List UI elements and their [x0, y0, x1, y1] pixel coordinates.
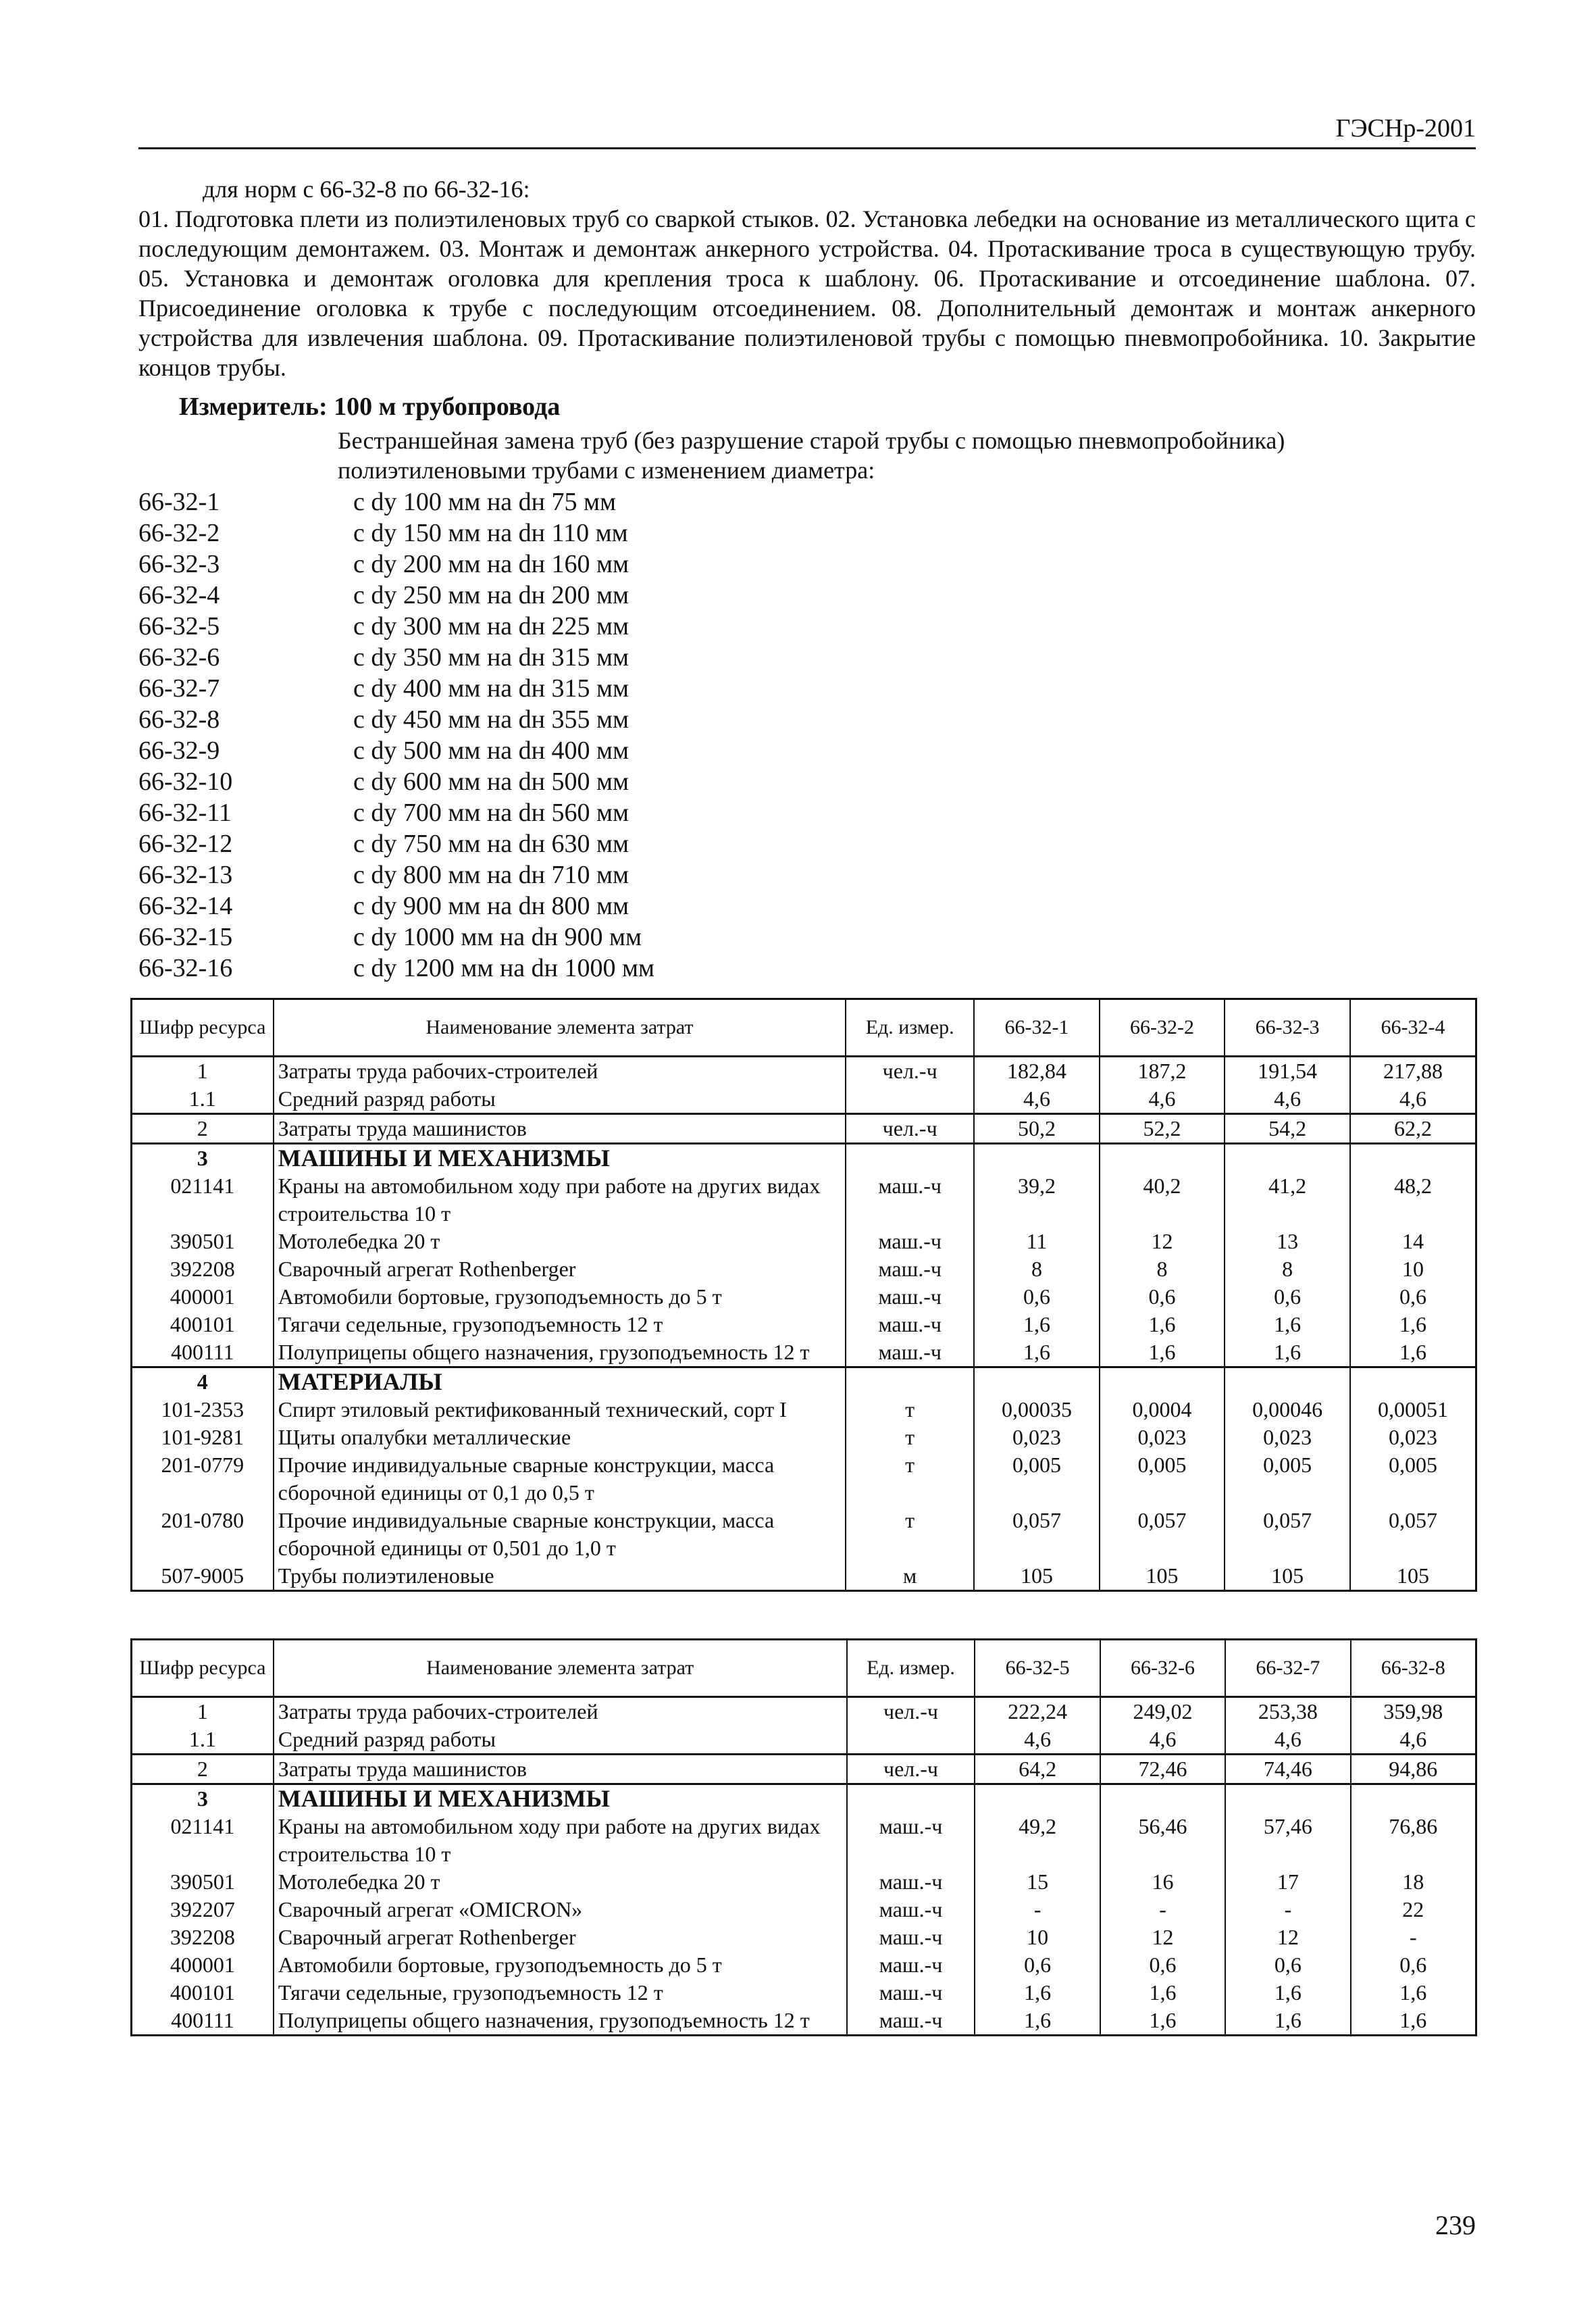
resource-value: 105 — [1100, 1562, 1225, 1591]
norm-code: 66-32-16 — [138, 954, 233, 982]
table-row — [132, 1283, 1476, 1311]
resource-unit: чел.-ч — [846, 1114, 974, 1144]
resource-name: Затраты труда машинистов — [274, 1114, 846, 1144]
resource-value: 41,2 — [1225, 1172, 1350, 1228]
table-row — [132, 1784, 1476, 1813]
resource-value — [1350, 1144, 1476, 1173]
resource-value: 4,6 — [974, 1085, 1100, 1114]
norm-code-item — [138, 673, 654, 704]
norm-description: с dу 400 мм на dн 315 мм — [353, 674, 629, 703]
resource-value: 0,00035 — [974, 1396, 1100, 1424]
resource-unit: т — [846, 1451, 974, 1507]
table-row — [132, 1114, 1476, 1144]
table-row — [132, 1868, 1476, 1896]
norm-code-item — [138, 828, 654, 859]
resource-value: 0,023 — [974, 1424, 1100, 1451]
resource-name: МАШИНЫ И МЕХАНИЗМЫ — [274, 1144, 846, 1173]
table-header-row — [132, 999, 1476, 1057]
resource-value: 74,46 — [1225, 1755, 1350, 1784]
table-row — [132, 1562, 1476, 1591]
resource-value: 0,6 — [1350, 1283, 1476, 1311]
resource-unit — [846, 1367, 974, 1397]
norm-code-item — [138, 953, 654, 984]
norm-description: с dу 700 мм на dн 560 мм — [353, 799, 629, 827]
resource-value: 1,6 — [1225, 1311, 1350, 1338]
resource-name: Полуприцепы общего назначения, грузоподъемность 12 т — [274, 2007, 847, 2036]
resource-value — [1225, 1367, 1350, 1397]
resource-code: 1.1 — [132, 1085, 274, 1114]
norm-code: 66-32-5 — [138, 612, 220, 640]
norm-code: 66-32-13 — [138, 861, 233, 889]
resource-value: 249,02 — [1100, 1697, 1225, 1726]
resource-value — [975, 1784, 1100, 1813]
resource-value: 8 — [1225, 1255, 1350, 1283]
resource-code: 201-0780 — [132, 1507, 274, 1562]
norm-code: 66-32-11 — [138, 799, 232, 827]
resource-unit: маш.-ч — [846, 1255, 974, 1283]
resource-value: 50,2 — [974, 1114, 1100, 1144]
table-row — [132, 1923, 1476, 1951]
resource-code: 400001 — [132, 1951, 274, 1979]
resource-unit — [846, 1144, 974, 1173]
resource-value: 52,2 — [1100, 1114, 1225, 1144]
resource-name: Тягачи седельные, грузоподъемность 12 т — [274, 1979, 847, 2007]
resource-name: Автомобили бортовые, грузоподъемность до 5 т — [274, 1283, 846, 1311]
resource-unit: чел.-ч — [846, 1057, 974, 1086]
page-number: 239 — [1435, 2210, 1476, 2240]
resource-value: 15 — [975, 1868, 1100, 1896]
table-row — [132, 1755, 1476, 1784]
resource-value: 253,38 — [1225, 1697, 1350, 1726]
resource-value: 1,6 — [1351, 1979, 1476, 2007]
resource-unit: т — [846, 1396, 974, 1424]
norm-description: с dу 500 мм на dн 400 мм — [353, 736, 629, 765]
resource-value: 0,6 — [1100, 1283, 1225, 1311]
resource-code: 3 — [132, 1144, 274, 1173]
norm-code: 66-32-1 — [138, 488, 220, 516]
resource-value: 0,005 — [1350, 1451, 1476, 1507]
resource-code: 1.1 — [132, 1726, 274, 1755]
resource-value: 0,005 — [974, 1451, 1100, 1507]
resource-value: 48,2 — [1350, 1172, 1476, 1228]
norm-code: 66-32-7 — [138, 674, 220, 703]
resource-name: МАТЕРИАЛЫ — [274, 1367, 846, 1397]
resource-value: 94,86 — [1351, 1755, 1476, 1784]
norm-code: 66-32-2 — [138, 519, 220, 547]
resource-name: Мотолебедка 20 т — [274, 1228, 846, 1255]
resource-value: - — [975, 1896, 1100, 1923]
resource-unit: маш.-ч — [847, 2007, 975, 2036]
resource-value: 76,86 — [1351, 1813, 1476, 1868]
header-unit: Ед. измер. — [847, 1640, 975, 1697]
norm-code-item — [138, 611, 654, 642]
resource-value: 18 — [1351, 1868, 1476, 1896]
resource-value: 0,023 — [1350, 1424, 1476, 1451]
resource-unit — [846, 1085, 974, 1114]
resource-value: 0,0004 — [1100, 1396, 1225, 1424]
resource-value: 1,6 — [1100, 2007, 1225, 2036]
norm-description: с dу 200 мм на dн 160 мм — [353, 550, 629, 578]
resource-value: 105 — [974, 1562, 1100, 1591]
norm-code-item — [138, 766, 654, 797]
norm-code: 66-32-9 — [138, 736, 220, 765]
section-title: Бестраншейная замена труб (без разрушение старой трубы с помощью пневмопробойника) полиэтиленовыми трубами с изменением диаметра: — [338, 427, 1285, 484]
header-name: Наименование элемента затрат — [274, 999, 846, 1057]
norm-code: 66-32-10 — [138, 768, 233, 796]
resource-code: 390501 — [132, 1868, 274, 1896]
header-col-2: 66-32-6 — [1100, 1640, 1225, 1697]
resource-name: Затраты труда рабочих-строителей — [274, 1057, 846, 1086]
resource-value: 16 — [1100, 1868, 1225, 1896]
table-header-row — [132, 1640, 1476, 1697]
norm-code: 66-32-4 — [138, 581, 220, 609]
resource-value: 39,2 — [974, 1172, 1100, 1228]
resource-value: 0,057 — [1225, 1507, 1350, 1562]
table-row — [132, 1896, 1476, 1923]
resource-unit: маш.-ч — [847, 1923, 975, 1951]
table-row — [132, 1813, 1476, 1868]
resource-unit: маш.-ч — [846, 1172, 974, 1228]
header-col-2: 66-32-2 — [1100, 999, 1225, 1057]
resource-value: 22 — [1351, 1896, 1476, 1923]
table-row — [132, 2007, 1476, 2036]
norm-description: с dу 100 мм на dн 75 мм — [353, 488, 617, 516]
resource-code: 2 — [132, 1114, 274, 1144]
resource-value: 0,023 — [1100, 1424, 1225, 1451]
resource-name: Автомобили бортовые, грузоподъемность до 5 т — [274, 1951, 847, 1979]
resource-value: 1,6 — [1350, 1311, 1476, 1338]
norm-code: 66-32-14 — [138, 892, 233, 920]
table-row — [132, 1311, 1476, 1338]
resource-value: 56,46 — [1100, 1813, 1225, 1868]
resource-table-2 — [130, 1638, 1477, 2036]
intro-lead: для норм с 66-32-8 по 66-32-16: — [203, 176, 530, 203]
header-col-1: 66-32-1 — [974, 999, 1100, 1057]
resource-value: 0,6 — [975, 1951, 1100, 1979]
norm-description: с dу 1200 мм на dн 1000 мм — [353, 954, 655, 982]
norm-description: с dу 600 мм на dн 500 мм — [353, 768, 629, 796]
resource-value: 217,88 — [1350, 1057, 1476, 1086]
norm-code-item — [138, 859, 654, 890]
norm-code: 66-32-15 — [138, 923, 233, 951]
table-row — [132, 1255, 1476, 1283]
resource-name: Сварочный агрегат Rothenberger — [274, 1923, 847, 1951]
resource-code: 400101 — [132, 1311, 274, 1338]
resource-value: 4,6 — [1225, 1726, 1350, 1755]
resource-code: 021141 — [132, 1813, 274, 1868]
resource-code: 1 — [132, 1057, 274, 1086]
resource-unit: маш.-ч — [847, 1979, 975, 2007]
resource-value: 14 — [1350, 1228, 1476, 1255]
table-row — [132, 1144, 1476, 1173]
resource-name: МАШИНЫ И МЕХАНИЗМЫ — [274, 1784, 847, 1813]
table-row — [132, 1979, 1476, 2007]
resource-value: 1,6 — [1100, 1311, 1225, 1338]
resource-value: 40,2 — [1100, 1172, 1225, 1228]
resource-unit: маш.-ч — [846, 1283, 974, 1311]
resource-value: 0,6 — [1100, 1951, 1225, 1979]
resource-value — [974, 1367, 1100, 1397]
resource-value — [1225, 1144, 1350, 1173]
header-col-4: 66-32-8 — [1351, 1640, 1476, 1697]
table-row — [132, 1057, 1476, 1086]
resource-value: 4,6 — [1100, 1726, 1225, 1755]
norm-code-list — [138, 486, 654, 984]
resource-value: 11 — [974, 1228, 1100, 1255]
resource-value: 4,6 — [975, 1726, 1100, 1755]
norm-code-item — [138, 890, 654, 922]
resource-value: - — [1100, 1896, 1225, 1923]
resource-unit: чел.-ч — [847, 1755, 975, 1784]
resource-value — [974, 1144, 1100, 1173]
resource-name: Трубы полиэтиленовые — [274, 1562, 846, 1591]
resource-name: Полуприцепы общего назначения, грузоподъемность 12 т — [274, 1338, 846, 1367]
resource-value: 17 — [1225, 1868, 1350, 1896]
resource-code: 101-2353 — [132, 1396, 274, 1424]
norm-code-item — [138, 704, 654, 735]
resource-value: 0,023 — [1225, 1424, 1350, 1451]
resource-name: Мотолебедка 20 т — [274, 1868, 847, 1896]
resource-value: 12 — [1100, 1228, 1225, 1255]
header-col-4: 66-32-4 — [1350, 999, 1476, 1057]
resource-value: 1,6 — [974, 1338, 1100, 1367]
norm-description: с dу 800 мм на dн 710 мм — [353, 861, 629, 889]
norm-description: с dу 1000 мм на dн 900 мм — [353, 923, 642, 951]
table-row — [132, 1172, 1476, 1228]
resource-name: Сварочный агрегат Rothenberger — [274, 1255, 846, 1283]
resource-code: 400001 — [132, 1283, 274, 1311]
resource-value: 0,00046 — [1225, 1396, 1350, 1424]
resource-name: Щиты опалубки металлические — [274, 1424, 846, 1451]
resource-value — [1225, 1784, 1350, 1813]
resource-name: Затраты труда рабочих-строителей — [274, 1697, 847, 1726]
table-row — [132, 1424, 1476, 1451]
norm-code: 66-32-12 — [138, 830, 233, 858]
resource-value: 1,6 — [1100, 1979, 1225, 2007]
resource-unit: м — [846, 1562, 974, 1591]
resource-name: Тягачи седельные, грузоподъемность 12 т — [274, 1311, 846, 1338]
resource-value: 1,6 — [1225, 2007, 1350, 2036]
table-row — [132, 1726, 1476, 1755]
resource-value: 54,2 — [1225, 1114, 1350, 1144]
table-row — [132, 1951, 1476, 1979]
resource-name: Прочие индивидуальные сварные конструкции, масса сборочной единицы от 0,501 до 1,0 т — [274, 1507, 846, 1562]
resource-value: 105 — [1350, 1562, 1476, 1591]
norm-code-item — [138, 518, 654, 549]
resource-value: 1,6 — [1225, 1979, 1350, 2007]
norm-description: с dу 250 мм на dн 200 мм — [353, 581, 629, 609]
header-unit: Ед. измер. — [846, 999, 974, 1057]
resource-value: 10 — [975, 1923, 1100, 1951]
resource-value: 1,6 — [975, 1979, 1100, 2007]
resource-value — [1100, 1784, 1225, 1813]
resource-value: 182,84 — [974, 1057, 1100, 1086]
resource-code: 4 — [132, 1367, 274, 1397]
header-col-3: 66-32-7 — [1225, 1640, 1350, 1697]
resource-code: 507-9005 — [132, 1562, 274, 1591]
norm-code-item — [138, 642, 654, 673]
resource-value — [1100, 1144, 1225, 1173]
resource-value: 0,6 — [1351, 1951, 1476, 1979]
resource-unit: маш.-ч — [847, 1951, 975, 1979]
resource-name: Прочие индивидуальные сварные конструкции, масса сборочной единицы от 0,1 до 0,5 т — [274, 1451, 846, 1507]
resource-value: 359,98 — [1351, 1697, 1476, 1726]
resource-value: 57,46 — [1225, 1813, 1350, 1868]
norm-code-item — [138, 549, 654, 580]
header-code: Шифр ресурса — [132, 1640, 274, 1697]
resource-value: 8 — [1100, 1255, 1225, 1283]
document-header: ГЭСНр-2001 — [138, 114, 1476, 149]
norm-code: 66-32-3 — [138, 550, 220, 578]
norm-code-item — [138, 922, 654, 953]
resource-value: 1,6 — [1225, 1338, 1350, 1367]
resource-name: Краны на автомобильном ходу при работе на других видах строительства 10 т — [274, 1172, 846, 1228]
table-row — [132, 1228, 1476, 1255]
resource-value: 1,6 — [974, 1311, 1100, 1338]
resource-name: Средний разряд работы — [274, 1085, 846, 1114]
resource-value: 222,24 — [975, 1697, 1100, 1726]
resource-code: 1 — [132, 1697, 274, 1726]
norm-code-item — [138, 580, 654, 611]
header-code: Шифр ресурса — [132, 999, 274, 1057]
resource-value: 1,6 — [975, 2007, 1100, 2036]
resource-unit: маш.-ч — [847, 1813, 975, 1868]
norm-description: с dу 900 мм на dн 800 мм — [353, 892, 629, 920]
table-row — [132, 1396, 1476, 1424]
resource-code: 390501 — [132, 1228, 274, 1255]
resource-code: 392207 — [132, 1896, 274, 1923]
resource-code: 201-0779 — [132, 1451, 274, 1507]
resource-unit: т — [846, 1424, 974, 1451]
table-row — [132, 1507, 1476, 1562]
resource-value — [1350, 1367, 1476, 1397]
resource-code: 3 — [132, 1784, 274, 1813]
resource-value — [1100, 1367, 1225, 1397]
table-row — [132, 1085, 1476, 1114]
table-row — [132, 1367, 1476, 1397]
norm-code-item — [138, 735, 654, 766]
table-row — [132, 1697, 1476, 1726]
resource-code: 392208 — [132, 1923, 274, 1951]
resource-unit — [847, 1784, 975, 1813]
resource-value: 72,46 — [1100, 1755, 1225, 1784]
resource-value: 4,6 — [1350, 1085, 1476, 1114]
norm-code-item — [138, 486, 654, 518]
resource-value: 64,2 — [975, 1755, 1100, 1784]
resource-unit: т — [846, 1507, 974, 1562]
resource-name: Спирт этиловый ректификованный технический, сорт I — [274, 1396, 846, 1424]
resource-unit: маш.-ч — [846, 1228, 974, 1255]
resource-value: 4,6 — [1225, 1085, 1350, 1114]
resource-unit: маш.-ч — [847, 1868, 975, 1896]
resource-code: 2 — [132, 1755, 274, 1784]
resource-value — [1351, 1784, 1476, 1813]
table-row — [132, 1451, 1476, 1507]
norm-code: 66-32-8 — [138, 705, 220, 734]
resource-value: 1,6 — [1351, 2007, 1476, 2036]
header-col-3: 66-32-3 — [1225, 999, 1350, 1057]
resource-value: 187,2 — [1100, 1057, 1225, 1086]
resource-code: 400111 — [132, 2007, 274, 2036]
resource-table-1 — [130, 998, 1477, 1592]
resource-code: 101-9281 — [132, 1424, 274, 1451]
resource-value: 0,6 — [1225, 1283, 1350, 1311]
resource-value: 62,2 — [1350, 1114, 1476, 1144]
header-col-1: 66-32-5 — [975, 1640, 1100, 1697]
intro-block — [138, 174, 1476, 382]
resource-code: 021141 — [132, 1172, 274, 1228]
norm-description: с dу 450 мм на dн 355 мм — [353, 705, 629, 734]
resource-value: 4,6 — [1100, 1085, 1225, 1114]
header-name: Наименование элемента затрат — [274, 1640, 847, 1697]
resource-value: 0,005 — [1100, 1451, 1225, 1507]
resource-name: Средний разряд работы — [274, 1726, 847, 1755]
resource-unit: маш.-ч — [846, 1311, 974, 1338]
resource-value: 10 — [1350, 1255, 1476, 1283]
norm-code-item — [138, 797, 654, 828]
resource-value: 1,6 — [1350, 1338, 1476, 1367]
resource-value: 0,6 — [974, 1283, 1100, 1311]
norm-description: с dу 350 мм на dн 315 мм — [353, 643, 629, 672]
resource-value: 13 — [1225, 1228, 1350, 1255]
resource-unit: чел.-ч — [847, 1697, 975, 1726]
table-row — [132, 1338, 1476, 1367]
norm-description: с dу 150 мм на dн 110 мм — [353, 519, 628, 547]
resource-value: 4,6 — [1351, 1726, 1476, 1755]
intro-body: 01. Подготовка плети из полиэтиленовых труб со сваркой стыков. 02. Установка лебедки на основание из металлического щита с последующим демонтажем. 03. Монтаж и демонтаж анкерного устройства. 04. Протаскивание троса в существующую трубу. 05. Установка и демонтаж оголовка для крепления троса к шаблону. 06. Протаскивание и отсоединение шаблона. 07. Присоединение оголовка к трубе с последующим отсоединением. 08. Дополнительный демонтаж и монтаж анкерного устройства для извлечения шаблона. 09. Протаскивание полиэтиленовой трубы с помощью пневмопробойника. 10. Закрытие концов трубы. — [138, 205, 1476, 381]
resource-value: 0,057 — [1100, 1507, 1225, 1562]
resource-value: 1,6 — [1100, 1338, 1225, 1367]
resource-value: - — [1351, 1923, 1476, 1951]
resource-name: Краны на автомобильном ходу при работе на других видах строительства 10 т — [274, 1813, 847, 1868]
resource-value: 191,54 — [1225, 1057, 1350, 1086]
resource-code: 400111 — [132, 1338, 274, 1367]
resource-value: 49,2 — [975, 1813, 1100, 1868]
resource-value: 0,057 — [1350, 1507, 1476, 1562]
resource-name: Затраты труда машинистов — [274, 1755, 847, 1784]
resource-value: - — [1225, 1896, 1350, 1923]
resource-code: 392208 — [132, 1255, 274, 1283]
resource-value: 12 — [1225, 1923, 1350, 1951]
resource-value: 8 — [974, 1255, 1100, 1283]
norm-description: с dу 750 мм на dн 630 мм — [353, 830, 629, 858]
measure-unit: Измеритель: 100 м трубопровода — [179, 393, 561, 421]
resource-unit — [847, 1726, 975, 1755]
norm-code: 66-32-6 — [138, 643, 220, 672]
resource-unit: маш.-ч — [847, 1896, 975, 1923]
resource-value: 0,6 — [1225, 1951, 1350, 1979]
norm-description: с dу 300 мм на dн 225 мм — [353, 612, 629, 640]
resource-value: 0,00051 — [1350, 1396, 1476, 1424]
resource-name: Сварочный агрегат «OMICRON» — [274, 1896, 847, 1923]
resource-code: 400101 — [132, 1979, 274, 2007]
resource-unit: маш.-ч — [846, 1338, 974, 1367]
resource-value: 105 — [1225, 1562, 1350, 1591]
resource-value: 0,005 — [1225, 1451, 1350, 1507]
resource-value: 0,057 — [974, 1507, 1100, 1562]
resource-value: 12 — [1100, 1923, 1225, 1951]
